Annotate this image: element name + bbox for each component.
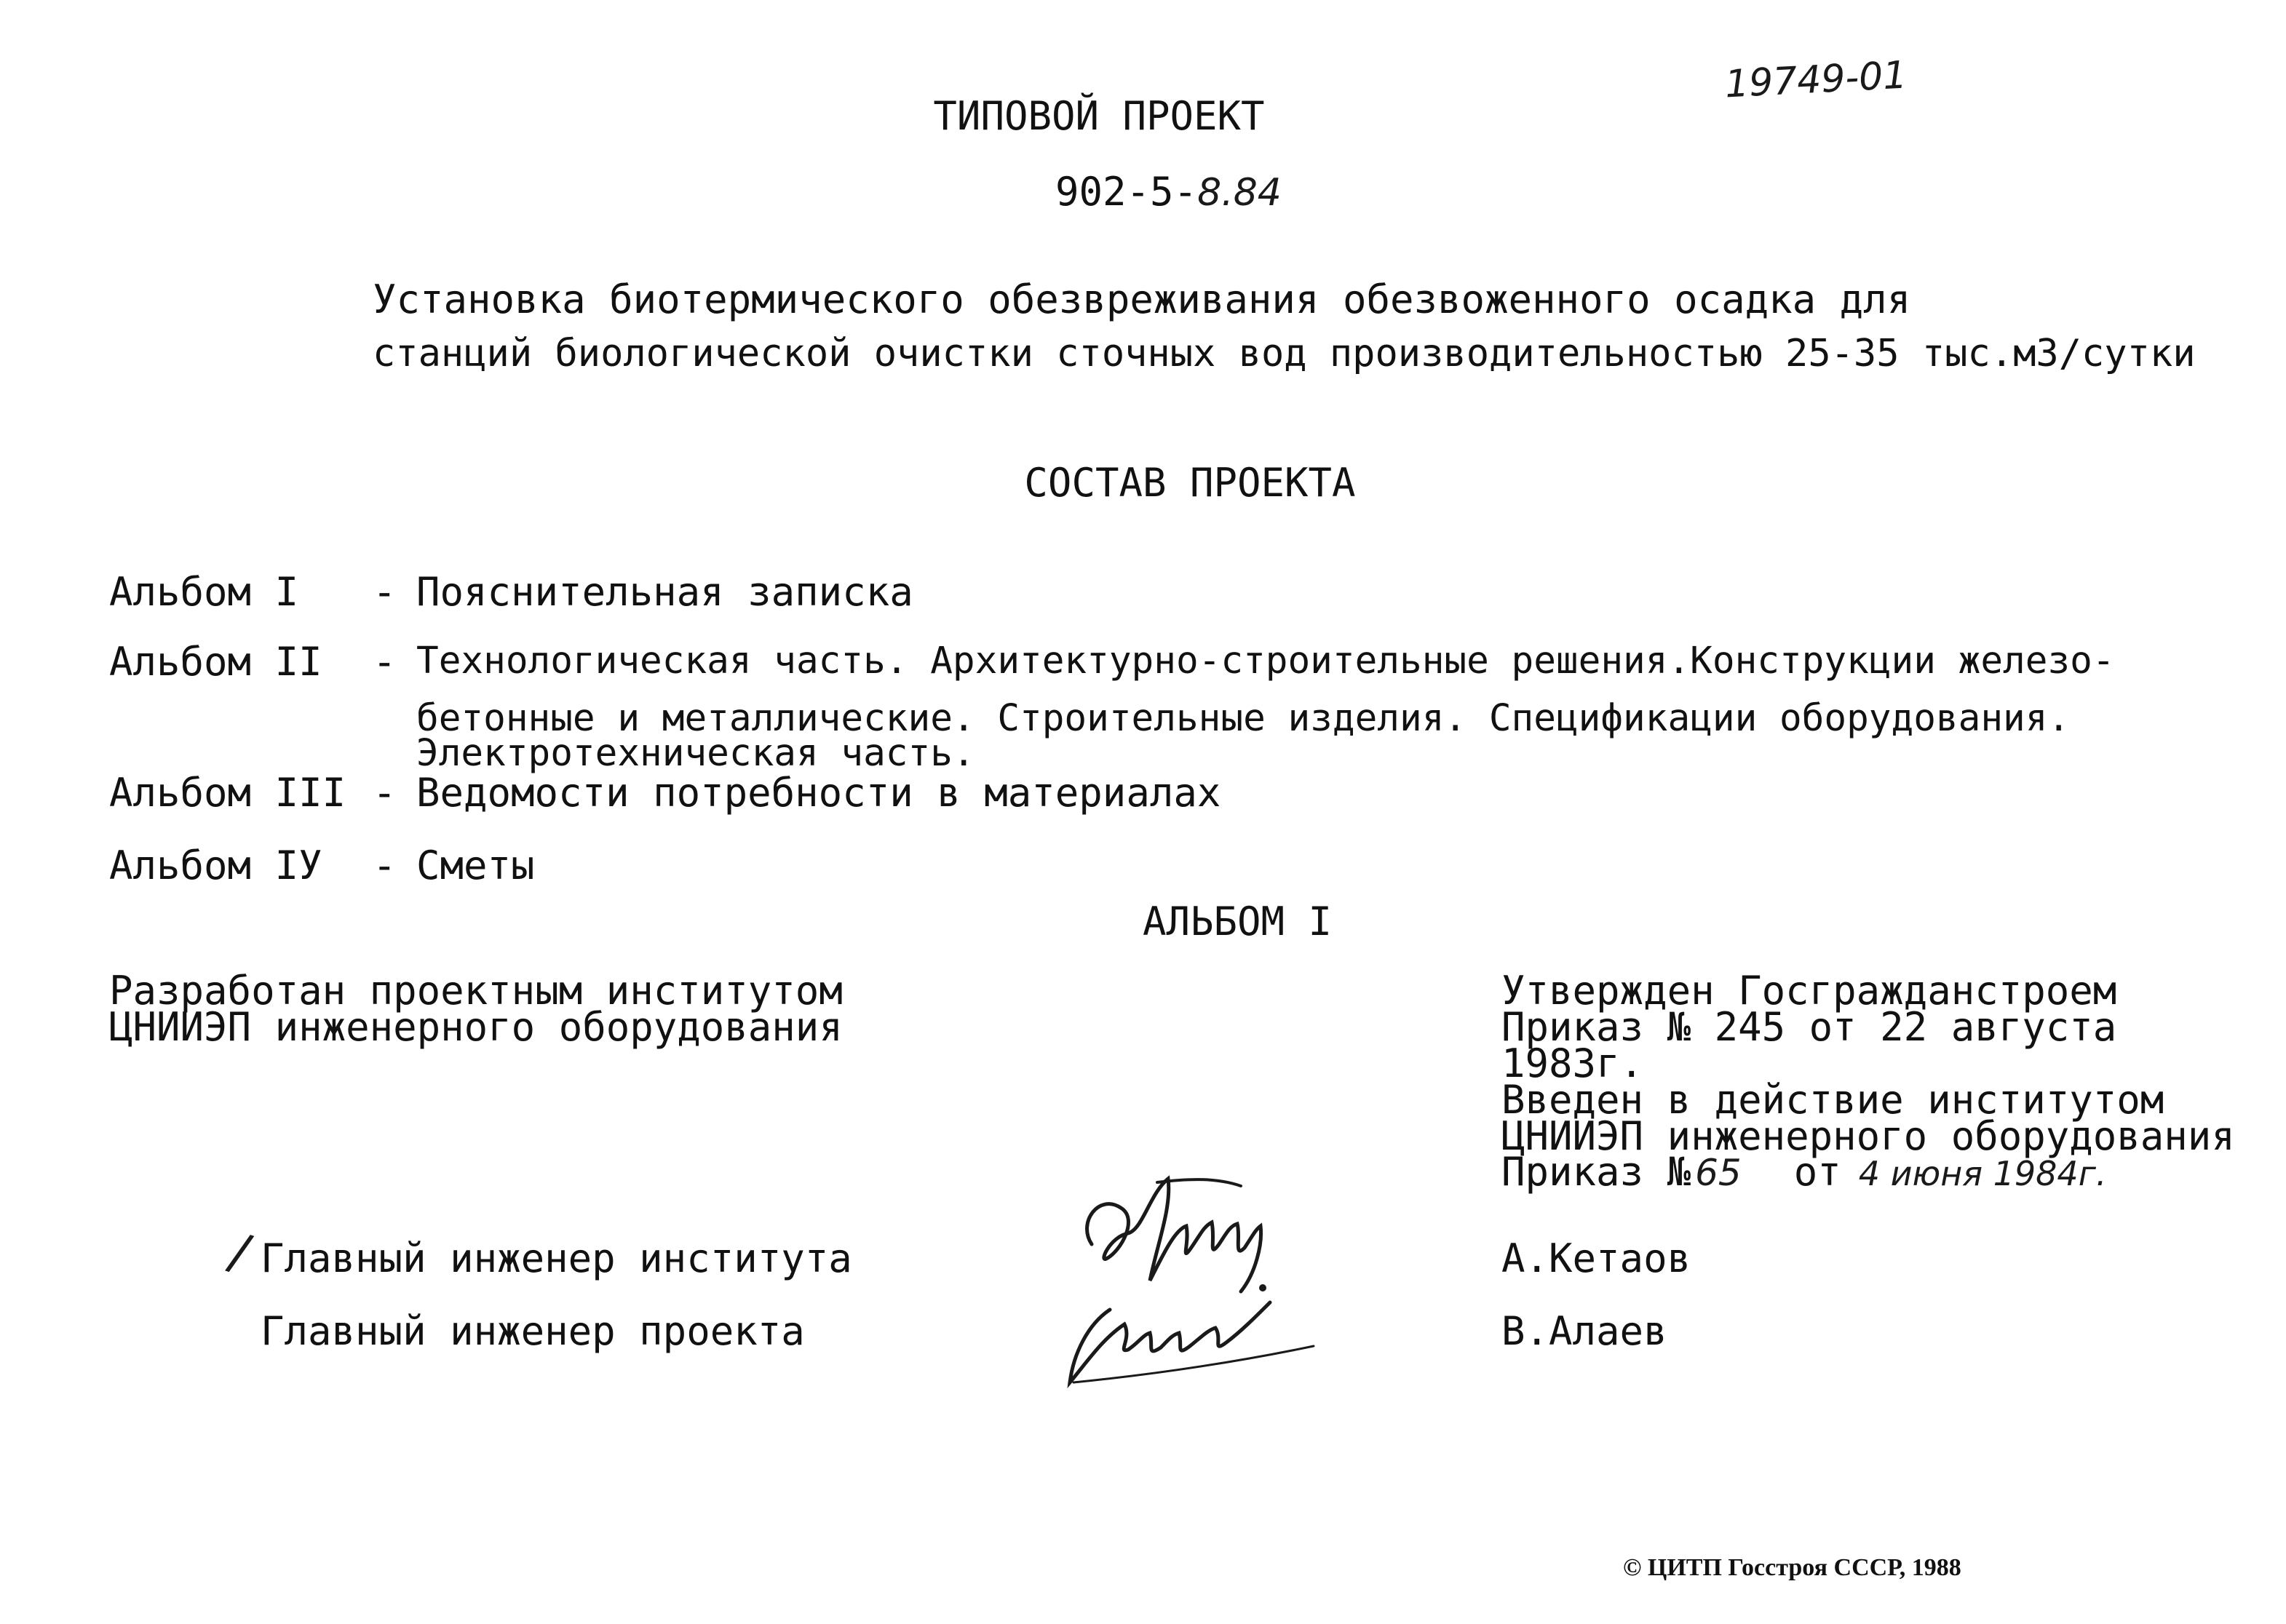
- order-label: Приказ №: [1501, 1149, 1691, 1195]
- album-2-description-line-1: Технологическая часть. Архитектурно-строительные решения.Конструкции железо-: [416, 640, 2115, 682]
- project-number-hand: 8.84: [1197, 171, 1282, 215]
- project-number-typed: 902-5-: [1055, 169, 1198, 215]
- album-3-description: Ведомости потребности в материалах: [416, 770, 1221, 816]
- album-2-description-line-2: бетонные и металлические. Строительные изделия. Спецификации оборудования.: [416, 697, 2071, 740]
- album-3-label: Альбом III: [109, 770, 346, 816]
- album-4-dash: -: [373, 843, 397, 888]
- album-2-dash: -: [373, 639, 397, 685]
- album-1-label: Альбом I: [109, 569, 299, 615]
- subject-line-1: Установка биотермического обезвреживания обезвоженного осадка для: [373, 276, 1911, 322]
- composition-heading: СОСТАВ ПРОЕКТА: [1024, 460, 1356, 506]
- album-2-label: Альбом II: [109, 639, 322, 685]
- album-4-label: Альбом IУ: [109, 843, 322, 888]
- order-number-hand: 65: [1695, 1152, 1742, 1194]
- album-3-dash: -: [373, 770, 397, 816]
- margin-tick: /: [222, 1221, 258, 1283]
- subject-line-2: станций биологической очистки сточных вод производительностью 25-35 тыс.м3/сутки: [373, 332, 2196, 375]
- approved-line-4: Введен в действие институтом: [1501, 1077, 2164, 1123]
- project-number: [1055, 171, 1282, 215]
- doc-number: 19749-01: [1723, 53, 1908, 107]
- chief-engineer-project-name: В.Алаев: [1501, 1308, 1667, 1354]
- album-1-dash: -: [373, 569, 397, 615]
- album-4-description: Сметы: [416, 843, 535, 888]
- album-title: АЛЬБОМ I: [1142, 899, 1333, 944]
- album-2-description-line-3: Электротехническая часть.: [416, 732, 975, 775]
- chief-engineer-project-label: Главный инженер проекта: [261, 1308, 805, 1354]
- approved-line-1: Утвержден Госгражданстроем: [1501, 968, 2117, 1014]
- chief-engineer-institute-name: А.Кетаов: [1501, 1235, 1691, 1281]
- chief-engineer-institute-label: Главный инженер института: [261, 1235, 852, 1281]
- order-date-hand: 4 июня 1984г.: [1858, 1154, 2107, 1193]
- signature-alaev: [1059, 1295, 1321, 1397]
- approved-line-5: ЦНИИЭП инженерного оборудования: [1501, 1113, 2235, 1159]
- developed-line-2: ЦНИИЭП инженерного оборудования: [109, 1004, 843, 1050]
- approved-line-6: [1501, 1149, 2107, 1195]
- developed-line-1: Разработан проектным институтом: [109, 968, 843, 1014]
- approved-line-2: Приказ № 245 от 22 августа: [1501, 1004, 2117, 1050]
- document-title: ТИПОВОЙ ПРОЕКТ: [933, 93, 1265, 139]
- album-1-description: Пояснительная записка: [416, 569, 913, 615]
- order-from-label: от: [1793, 1149, 1841, 1195]
- approved-line-3: 1983г.: [1501, 1040, 1644, 1086]
- copyright: © ЦИТП Госстроя СССР, 1988: [1623, 1554, 1961, 1581]
